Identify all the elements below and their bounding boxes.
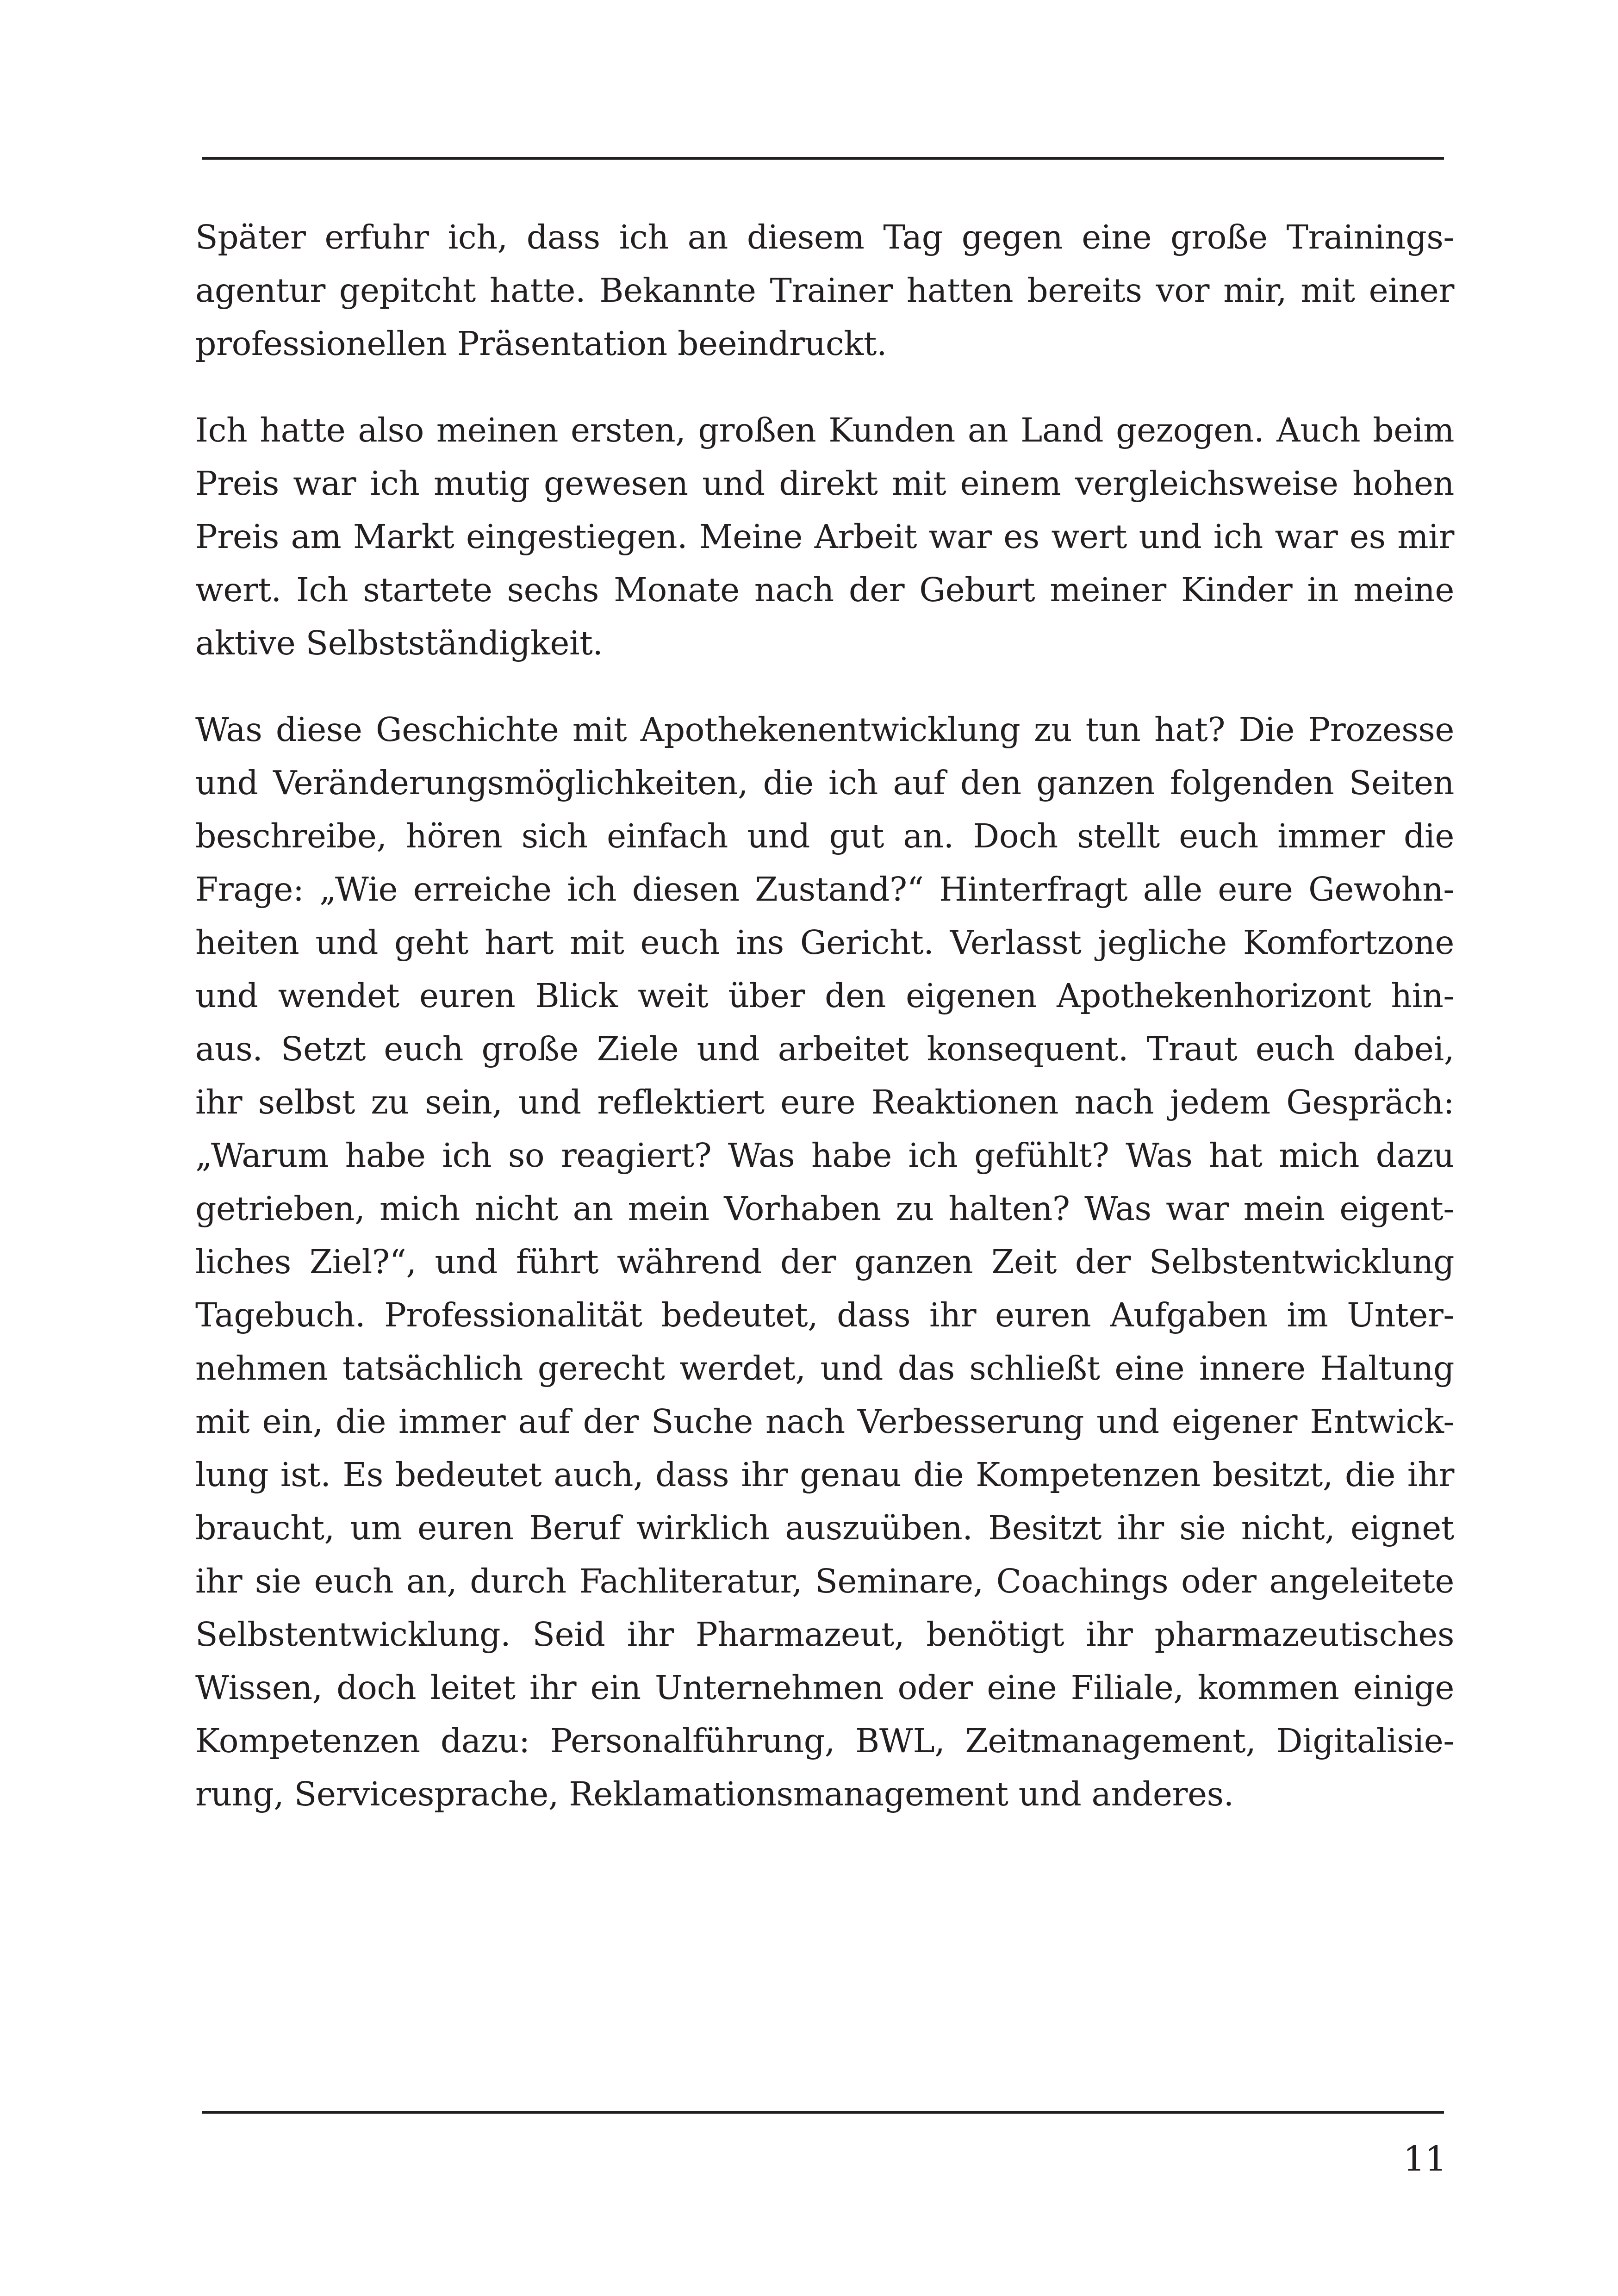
paragraph-1 <box>195 211 1454 370</box>
text-line: braucht, um euren Beruf wirklich auszuüben. Besitzt ihr sie nicht, eignet <box>195 1509 1454 1547</box>
body-text <box>195 211 1454 1821</box>
text-line: ihr selbst zu sein, und reflektiert eure Reaktionen nach jedem Gespräch: <box>195 1083 1454 1121</box>
text-line: „Warum habe ich so reagiert? Was habe ich gefühlt? Was hat mich dazu <box>195 1136 1454 1175</box>
text-line: liches Ziel?“, und führt während der ganzen Zeit der Selbstentwicklung <box>195 1243 1454 1281</box>
text-line: lung ist. Es bedeutet auch, dass ihr genau die Kompetenzen besitzt, die ihr <box>195 1456 1454 1494</box>
text-line: wert. Ich startete sechs Monate nach der Geburt meiner Kinder in meine <box>195 571 1454 609</box>
text-line: Preis am Markt eingestiegen. Meine Arbeit war es wert und ich war es mir <box>195 517 1454 556</box>
text-line: Was diese Geschichte mit Apothekenentwicklung zu tun hat? Die Prozesse <box>195 710 1454 749</box>
text-line: Ich hatte also meinen ersten, großen Kunden an Land gezogen. Auch beim <box>195 411 1454 449</box>
text-line: rung, Servicesprache, Reklamationsmanagement und anderes. <box>195 1775 1234 1813</box>
text-line: aus. Setzt euch große Ziele und arbeitet konsequent. Traut euch dabei, <box>195 1030 1454 1068</box>
text-line: Preis war ich mutig gewesen und direkt mit einem vergleichsweise hohen <box>195 464 1454 503</box>
text-line: nehmen tatsächlich gerecht werdet, und das schließt eine innere Haltung <box>195 1349 1454 1388</box>
text-line: beschreibe, hören sich einfach und gut an. Doch stellt euch immer die <box>195 817 1454 855</box>
paragraph-2 <box>195 404 1454 670</box>
page-number: 11 <box>1403 2139 1447 2179</box>
paragraph-3 <box>195 703 1454 1821</box>
text-line: heiten und geht hart mit euch ins Gericht. Verlasst jegliche Komfortzone <box>195 923 1454 962</box>
text-line: Selbstentwicklung. Seid ihr Pharmazeut, benötigt ihr pharmazeutisches <box>195 1615 1454 1654</box>
text-line: Kompetenzen dazu: Personalführung, BWL, Zeitmanagement, Digitalisie- <box>195 1722 1454 1760</box>
text-line: professionellen Präsentation beeindruckt. <box>195 324 887 363</box>
header-rule <box>202 157 1444 160</box>
text-line: Frage: „Wie erreiche ich diesen Zustand?“ Hinterfragt alle eure Gewohn- <box>195 870 1454 908</box>
footer-rule <box>202 2111 1444 2114</box>
text-line: getrieben, mich nicht an mein Vorhaben zu halten? Was war mein eigent- <box>195 1189 1454 1228</box>
text-line: ihr sie euch an, durch Fachliteratur, Seminare, Coachings oder angeleitete <box>195 1562 1454 1600</box>
text-line: aktive Selbstständigkeit. <box>195 624 603 662</box>
text-line: Wissen, doch leitet ihr ein Unternehmen oder eine Filiale, kommen einige <box>195 1668 1454 1707</box>
text-line: Später erfuhr ich, dass ich an diesem Tag gegen eine große Trainings- <box>195 218 1454 256</box>
text-line: Tagebuch. Professionalität bedeutet, dass ihr euren Aufgaben im Unter- <box>195 1296 1454 1334</box>
text-line: agentur gepitcht hatte. Bekannte Trainer hatten bereits vor mir, mit einer <box>195 271 1454 310</box>
text-line: mit ein, die immer auf der Suche nach Verbesserung und eigener Entwick- <box>195 1402 1454 1441</box>
text-line: und Veränderungsmöglichkeiten, die ich auf den ganzen folgenden Seiten <box>195 764 1454 802</box>
text-line: und wendet euren Blick weit über den eigenen Apothekenhorizont hin- <box>195 977 1454 1015</box>
